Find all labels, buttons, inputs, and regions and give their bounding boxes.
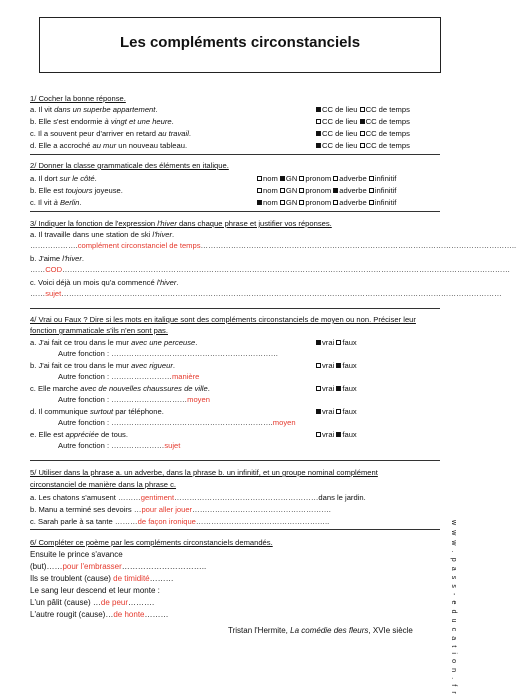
option-label: adverbe bbox=[339, 186, 367, 195]
divider bbox=[30, 211, 440, 212]
question-text: . bbox=[81, 254, 84, 263]
empty-checkbox-icon bbox=[316, 363, 321, 368]
option-label: CC de temps bbox=[365, 117, 410, 126]
other-function-label: Autre fonction : bbox=[58, 395, 112, 404]
empty-checkbox-icon bbox=[316, 386, 321, 391]
handwritten-answer: moyen bbox=[272, 418, 296, 427]
option-label: nom bbox=[263, 198, 278, 207]
option-label: faux bbox=[342, 361, 357, 370]
checked-box-icon bbox=[336, 386, 341, 391]
italic-phrase: avec une perceuse bbox=[131, 338, 196, 347]
handwritten-answer: de timidité bbox=[113, 574, 150, 583]
question-line bbox=[30, 361, 175, 370]
question-text: a. Il travaille dans une station de ski bbox=[30, 230, 153, 239]
section-3-heading: 3/ Indiquer la fonction de l'expression l'hiver dans chaque phrase et justifier vos réponses. bbox=[30, 219, 332, 228]
sentence-end: …………………………………………………dans le jardin. bbox=[174, 493, 366, 502]
italic-phrase: l'hiver bbox=[156, 278, 177, 287]
section-1-heading: 1/ Cocher la bonne réponse. bbox=[30, 94, 126, 103]
dotted-leader: ………………………………………………………. bbox=[111, 418, 273, 427]
answer-options bbox=[316, 141, 410, 150]
handwritten-answer: gentiment bbox=[140, 493, 175, 502]
divider bbox=[30, 529, 440, 530]
empty-checkbox-icon bbox=[299, 200, 304, 205]
italic-phrase: avec rigueur bbox=[131, 361, 173, 370]
option-label: GN bbox=[285, 174, 298, 183]
true-false-options bbox=[316, 338, 357, 347]
italic-phrase: l'hiver bbox=[152, 230, 173, 239]
empty-checkbox-icon bbox=[360, 143, 365, 148]
section-2-heading: 2/ Donner la classe grammaticale des éléments en italique. bbox=[30, 161, 229, 170]
italic-phrase: à Berlin bbox=[53, 198, 80, 207]
question-text: b. Elle est bbox=[30, 186, 66, 195]
poem-text: (but)…… bbox=[30, 562, 63, 571]
empty-checkbox-icon bbox=[369, 200, 374, 205]
option-label: adverbe bbox=[339, 174, 367, 183]
empty-checkbox-icon bbox=[369, 176, 374, 181]
poem-line bbox=[30, 550, 123, 559]
question-line bbox=[30, 141, 187, 150]
question-line bbox=[30, 230, 174, 239]
question-line bbox=[30, 117, 174, 126]
question-text: . bbox=[94, 174, 97, 183]
question-text: a. Il vit bbox=[30, 105, 55, 114]
section-5-heading: 5/ Utiliser dans la phrase a. un adverbe, dans la phrase b. un infinitif, et un groupe nominal complément bbox=[30, 468, 378, 477]
italic-phrase: dans un superbe appartement bbox=[54, 105, 156, 114]
checked-box-icon bbox=[316, 340, 321, 345]
option-label: nom bbox=[263, 186, 278, 195]
true-false-options bbox=[316, 407, 357, 416]
other-function-line bbox=[58, 418, 296, 427]
italic-phrase: avec de nouvelles chaussures de ville bbox=[80, 384, 208, 393]
option-label: CC de temps bbox=[365, 129, 410, 138]
question-text: a. J'ai fait ce trou dans le mur bbox=[30, 338, 132, 347]
other-function-line bbox=[58, 372, 199, 381]
dotted-leader: ……… bbox=[149, 574, 174, 583]
question-line bbox=[30, 105, 158, 114]
italic-phrase: sur le côté bbox=[59, 174, 95, 183]
handwritten-answer: complément circonstanciel de temps bbox=[77, 241, 201, 250]
option-label: pronom bbox=[305, 174, 332, 183]
question-text: a. Il dort bbox=[30, 174, 60, 183]
option-label: CC de lieu bbox=[322, 105, 358, 114]
option-label: adverbe bbox=[339, 198, 367, 207]
section-4-heading-2: fonction grammaticale s'ils n'en sont pas. bbox=[30, 326, 168, 335]
empty-checkbox-icon bbox=[257, 188, 262, 193]
option-label: infinitif bbox=[374, 174, 397, 183]
other-function-label: Autre fonction : bbox=[58, 372, 112, 381]
poem-line bbox=[30, 610, 168, 619]
handwritten-answer: de façon ironique bbox=[137, 517, 196, 526]
title-box bbox=[39, 17, 441, 73]
poem-text: L'autre rougit (cause)… bbox=[30, 610, 114, 619]
poem-line bbox=[30, 562, 206, 571]
other-function-line bbox=[58, 441, 180, 450]
checked-box-icon bbox=[316, 143, 321, 148]
handwritten-answer: de honte bbox=[113, 610, 145, 619]
checked-box-icon bbox=[333, 188, 338, 193]
question-text: par téléphone. bbox=[113, 407, 164, 416]
option-label: vrai bbox=[322, 338, 335, 347]
option-label: infinitif bbox=[374, 186, 397, 195]
checked-box-icon bbox=[257, 200, 262, 205]
answer-options bbox=[316, 117, 410, 126]
option-label: vrai bbox=[322, 430, 335, 439]
empty-checkbox-icon bbox=[316, 432, 321, 437]
option-label: faux bbox=[342, 338, 357, 347]
question-text: c. Il vit bbox=[30, 198, 54, 207]
italic-phrase: appréciée bbox=[65, 430, 99, 439]
answer-line bbox=[30, 241, 516, 250]
website-watermark: w w w . p a s s - e d u c a t i o n . f r bbox=[450, 520, 457, 695]
checked-box-icon bbox=[316, 131, 321, 136]
other-function-line bbox=[58, 349, 278, 358]
section-4-heading: 4/ Vrai ou Faux ? Dire si les mots en italique sont des compléments circonstanciels de moyen ou non. Préciser leur bbox=[30, 315, 416, 324]
sentence-start: b. Manu a terminé ses devoirs … bbox=[30, 505, 142, 514]
handwritten-answer: de peur bbox=[100, 598, 129, 607]
handwritten-answer: COD bbox=[45, 265, 63, 274]
empty-checkbox-icon bbox=[316, 119, 321, 124]
answer-line bbox=[30, 265, 511, 274]
other-function-label: Autre fonction : bbox=[58, 441, 112, 450]
option-label: pronom bbox=[305, 198, 332, 207]
option-label: nom bbox=[263, 174, 278, 183]
divider bbox=[30, 154, 440, 155]
question-text: un nouveau tableau. bbox=[116, 141, 188, 150]
empty-checkbox-icon bbox=[280, 188, 285, 193]
checked-box-icon bbox=[336, 363, 341, 368]
sentence-line bbox=[30, 493, 366, 502]
dotted-leader: …………………… bbox=[111, 372, 172, 381]
handwritten-answer: moyen bbox=[187, 395, 210, 404]
dotted-leader: …………………………………………………………………………………………………………….. bbox=[200, 241, 516, 250]
true-false-options bbox=[316, 361, 357, 370]
true-false-options bbox=[316, 384, 357, 393]
empty-checkbox-icon bbox=[299, 188, 304, 193]
other-function-label: Autre fonction : bbox=[58, 418, 112, 427]
handwritten-answer: pour aller jouer bbox=[141, 505, 193, 514]
answer-options bbox=[257, 198, 396, 207]
question-text: . bbox=[172, 230, 175, 239]
poem-text: Ensuite le prince s'avance bbox=[30, 550, 123, 559]
empty-checkbox-icon bbox=[280, 200, 285, 205]
true-false-options bbox=[316, 430, 357, 439]
option-label: GN bbox=[285, 198, 298, 207]
option-label: pronom bbox=[305, 186, 332, 195]
empty-checkbox-icon bbox=[369, 188, 374, 193]
question-text: . bbox=[195, 338, 198, 347]
checked-box-icon bbox=[280, 176, 285, 181]
question-text: c. Elle marche bbox=[30, 384, 81, 393]
poem-line bbox=[30, 574, 174, 583]
question-line bbox=[30, 384, 210, 393]
question-line bbox=[30, 338, 197, 347]
question-text: . bbox=[155, 105, 158, 114]
answer-options bbox=[257, 174, 396, 183]
question-text: d. Il communique bbox=[30, 407, 90, 416]
sentence-end: ………………………………………………. bbox=[192, 505, 331, 514]
option-label: faux bbox=[342, 407, 357, 416]
sentence-line bbox=[30, 517, 329, 526]
question-text: . bbox=[79, 198, 82, 207]
question-line bbox=[30, 129, 191, 138]
question-line bbox=[30, 430, 128, 439]
dotted-leader: ………………………… bbox=[111, 395, 188, 404]
italic-phrase: toujours bbox=[65, 186, 93, 195]
question-text: b. Elle s'est endormie bbox=[30, 117, 105, 126]
poem-text: Ils se troublent (cause) bbox=[30, 574, 114, 583]
dotted-leader: ………………………….. bbox=[121, 562, 207, 571]
empty-checkbox-icon bbox=[360, 107, 365, 112]
empty-checkbox-icon bbox=[333, 176, 338, 181]
answer-line bbox=[30, 289, 502, 298]
handwritten-answer: sujet bbox=[45, 289, 62, 298]
question-line bbox=[30, 198, 82, 207]
sentence-line bbox=[30, 505, 331, 514]
divider bbox=[30, 308, 440, 309]
other-function-line bbox=[58, 395, 210, 404]
checked-box-icon bbox=[316, 409, 321, 414]
question-line bbox=[30, 407, 164, 416]
question-text: . bbox=[171, 117, 174, 126]
answer-options bbox=[316, 129, 410, 138]
option-label: vrai bbox=[322, 407, 335, 416]
option-label: faux bbox=[342, 430, 357, 439]
option-label: CC de temps bbox=[365, 141, 410, 150]
dotted-leader: …… bbox=[30, 265, 46, 274]
dotted-leader: ……… bbox=[144, 610, 169, 619]
question-text: c. Il a souvent peur d'arriver en retard bbox=[30, 129, 159, 138]
question-text: . bbox=[176, 278, 179, 287]
option-label: infinitif bbox=[374, 198, 397, 207]
question-text: . bbox=[172, 361, 175, 370]
question-line bbox=[30, 278, 179, 287]
empty-checkbox-icon bbox=[336, 340, 341, 345]
question-line bbox=[30, 254, 84, 263]
question-text: d. Elle a accroché bbox=[30, 141, 93, 150]
poem-text: Le sang leur descend et leur monte : bbox=[30, 586, 160, 595]
question-line bbox=[30, 186, 123, 195]
empty-checkbox-icon bbox=[299, 176, 304, 181]
question-line bbox=[30, 174, 97, 183]
question-text: b. J'ai fait ce trou dans le mur bbox=[30, 361, 132, 370]
poem-line bbox=[30, 598, 154, 607]
checked-box-icon bbox=[360, 119, 365, 124]
handwritten-answer: pour l'embrasser bbox=[62, 562, 122, 571]
dotted-leader: ………………. bbox=[30, 241, 78, 250]
italic-phrase: au travail bbox=[158, 129, 189, 138]
option-label: faux bbox=[342, 384, 357, 393]
answer-options bbox=[257, 186, 396, 195]
italic-phrase: à vingt et une heure bbox=[104, 117, 172, 126]
poem-credit: Tristan l'Hermite, La comédie des fleurs, XVIe siècle bbox=[228, 626, 413, 635]
handwritten-answer: sujet bbox=[164, 441, 181, 450]
option-label: GN bbox=[285, 186, 298, 195]
empty-checkbox-icon bbox=[360, 131, 365, 136]
dotted-leader: …… bbox=[30, 289, 46, 298]
question-text: b. J'aime bbox=[30, 254, 63, 263]
checked-box-icon bbox=[316, 107, 321, 112]
italic-phrase: surtout bbox=[89, 407, 114, 416]
handwritten-answer: manière bbox=[171, 372, 200, 381]
poem-line bbox=[30, 586, 160, 595]
answer-options bbox=[316, 105, 410, 114]
poem-text: L'un pâlit (cause) … bbox=[30, 598, 101, 607]
option-label: CC de lieu bbox=[322, 129, 358, 138]
other-function-label: Autre fonction : bbox=[58, 349, 112, 358]
empty-checkbox-icon bbox=[336, 409, 341, 414]
section-5-heading-2: circonstanciel de manière dans la phrase c. bbox=[30, 480, 177, 489]
italic-phrase: au mur bbox=[92, 141, 117, 150]
sentence-start: a. Les chatons s'amusent ……… bbox=[30, 493, 141, 502]
option-label: CC de lieu bbox=[322, 141, 358, 150]
empty-checkbox-icon bbox=[257, 176, 262, 181]
question-text: . bbox=[188, 129, 192, 138]
divider bbox=[30, 460, 440, 461]
dotted-leader: ………………………………………………………………………………………………………………………………………………………… bbox=[61, 289, 502, 298]
page-title: Les compléments circonstanciels bbox=[119, 34, 361, 51]
section-6-heading: 6/ Compléter ce poème par les compléments circonstanciels demandés. bbox=[30, 538, 273, 547]
option-label: vrai bbox=[322, 384, 335, 393]
option-label: vrai bbox=[322, 361, 335, 370]
question-text: . bbox=[207, 384, 210, 393]
dotted-leader: ………………… bbox=[111, 441, 165, 450]
dotted-leader: ………………………………………………………… bbox=[111, 349, 279, 358]
question-text: e. Elle est bbox=[30, 430, 66, 439]
question-text: joyeuse. bbox=[92, 186, 123, 195]
checked-box-icon bbox=[336, 432, 341, 437]
option-label: CC de lieu bbox=[322, 117, 358, 126]
sentence-end: …………………………………………….. bbox=[195, 517, 330, 526]
empty-checkbox-icon bbox=[333, 200, 338, 205]
question-text: c. Voici déjà un mois qu'a commencé bbox=[30, 278, 157, 287]
question-text: de tous. bbox=[98, 430, 128, 439]
italic-phrase: l'hiver bbox=[62, 254, 82, 263]
option-label: CC de temps bbox=[365, 105, 410, 114]
dotted-leader: …………………………………………………………………………………………………………………………………………………………… bbox=[62, 265, 511, 274]
sentence-start: c. Sarah parle à sa tante ……… bbox=[30, 517, 138, 526]
dotted-leader: ………. bbox=[128, 598, 155, 607]
